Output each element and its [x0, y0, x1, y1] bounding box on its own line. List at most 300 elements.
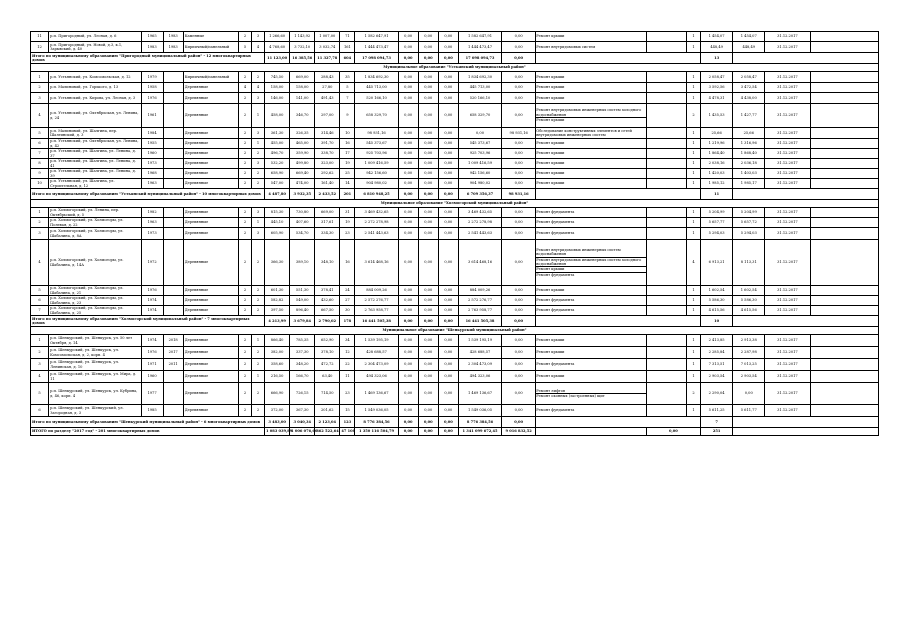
address-cell: р.п. Шенкурский, ул. Шенкурск, ул. 50 лет Октября, д. 14 — [49, 335, 141, 347]
works-count-cell: 1 — [686, 149, 700, 159]
residents-cell: 71 — [340, 32, 355, 42]
table-row — [31, 286, 879, 296]
work-item: Ремонт фундамента — [536, 210, 575, 215]
local-funds-cell: 0,00 — [438, 228, 458, 240]
local-funds-cell: 0,00 — [438, 149, 458, 159]
blank-cell — [646, 383, 686, 405]
year-built-cell: 1963 — [141, 218, 163, 228]
works-count-cell: 1 — [686, 139, 700, 149]
year-repair-cell: 2017 — [163, 347, 183, 359]
total-cost-cell: 3 469 432,65 — [355, 208, 398, 218]
year-built-cell: 1973 — [141, 228, 163, 240]
owner-funds-cell: 520 166,10 — [458, 93, 501, 104]
blank-cell — [646, 208, 686, 218]
total-a3-cell: 11 327,78 — [315, 53, 340, 64]
other-funds-cell: 0,00 — [502, 32, 536, 42]
total-a1-cell: 4 213,99 — [265, 316, 290, 327]
total-cost-cell: 925 703,96 — [355, 149, 398, 159]
deadline-cell: 31.12.2017 — [765, 72, 810, 83]
year-repair-cell — [163, 159, 183, 169]
total-a2-cell: 3 679,84 — [290, 316, 315, 327]
wall-material-cell: Деревянные — [183, 139, 238, 149]
federal-funds-cell: 0,00 — [398, 371, 418, 383]
other-funds-cell: 0,00 — [502, 347, 536, 359]
other-funds-cell: 0,00 — [502, 240, 536, 286]
total-area-cell: 658,90 — [265, 169, 290, 179]
max-unit-cost-cell: 1 427,77 — [733, 104, 765, 128]
unit-cost-cell: 1 454,07 — [701, 32, 733, 42]
living-area-cell: 326,35 — [290, 128, 315, 139]
works-count-cell: 1 — [686, 296, 700, 306]
table-row — [31, 240, 879, 286]
year-built-cell: 1979 — [141, 72, 163, 83]
federal-funds-cell: 0,00 — [398, 32, 418, 42]
regional-funds-cell: 0,00 — [418, 359, 438, 371]
works-count-cell: 1 — [686, 359, 700, 371]
wall-material-cell: Деревянные — [183, 240, 238, 286]
residents-cell: 35 — [340, 72, 355, 83]
total-works-count-cell: 7 — [701, 417, 733, 428]
section-total-row — [31, 417, 879, 428]
floors-cell: 2 — [238, 93, 251, 104]
other-funds-cell: 0,00 — [502, 208, 536, 218]
entrances-cell: 2 — [251, 405, 264, 417]
blank-cell — [810, 159, 878, 169]
blank-cell — [810, 32, 878, 42]
row-number-cell: 1 — [31, 208, 49, 218]
table-row — [31, 93, 879, 104]
other-funds-cell: 0,00 — [502, 306, 536, 316]
works-count-cell: 4 — [686, 240, 700, 286]
works-cell — [536, 405, 647, 417]
row-number-cell: 6 — [31, 405, 49, 417]
address-cell: р.п. Шенкурский, ул. Шенкурск, ул. Ленинская, д. 10 — [49, 359, 141, 371]
blank-cell — [646, 347, 686, 359]
unit-cost-cell: 5 611,25 — [701, 405, 733, 417]
other-funds-cell: 0,00 — [502, 93, 536, 104]
federal-funds-cell: 0,00 — [398, 179, 418, 189]
section-header-row — [31, 64, 879, 72]
entrances-cell: 2 — [251, 359, 264, 371]
max-unit-cost-cell: 4 615,56 — [733, 306, 765, 316]
total-a1-cell: 4 487,80 — [265, 189, 290, 200]
work-item: Ремонт крыши — [536, 85, 565, 90]
works-cell — [536, 104, 647, 128]
regional-funds-cell: 0,00 — [418, 383, 438, 405]
works-count-cell: 2 — [686, 383, 700, 405]
year-repair-cell — [163, 405, 183, 417]
owner-funds-cell: 3 469 432,65 — [458, 208, 501, 218]
owned-area-cell: 667,50 — [315, 306, 340, 316]
residents-cell: 19 — [340, 159, 355, 169]
grand-total-a2-cell: 1 006 076,60 — [290, 428, 315, 436]
deadline-cell: 31.12.2017 — [765, 159, 810, 169]
federal-funds-cell: 0,00 — [398, 72, 418, 83]
other-funds-cell: 98 931,16 — [502, 128, 536, 139]
work-item: Ремонт крыши — [536, 350, 565, 355]
total-cost-cell: 1 549 036,05 — [355, 405, 398, 417]
year-repair-cell — [163, 228, 183, 240]
wall-material-cell: Деревянные — [183, 93, 238, 104]
max-unit-cost-cell: 1 316,96 — [733, 139, 765, 149]
year-built-cell: 1977 — [141, 383, 163, 405]
wall-material-cell: Деревянные — [183, 149, 238, 159]
blank-cell — [646, 218, 686, 228]
total-cost-cell: 494 323,06 — [355, 371, 398, 383]
total-res-cell: 178 — [340, 316, 355, 327]
section-title: Муниципальное образование "Устьянский муниципальный район" — [31, 64, 879, 72]
works-count-cell: 1 — [686, 335, 700, 347]
works-cell — [536, 72, 647, 83]
work-item: Ремонт крыши — [536, 141, 565, 146]
address-cell: р.п. Холмогорский, ул. Холмогоры, ул. Шабалина, д. 23 — [49, 296, 141, 306]
local-funds-cell: 0,00 — [438, 208, 458, 218]
table-row — [31, 405, 879, 417]
work-item: Ремонт крыши — [536, 74, 565, 79]
blank-cell — [536, 428, 647, 436]
works-cell — [536, 228, 647, 240]
total-f3-cell: 0,00 — [438, 189, 458, 200]
unit-cost-cell: 1 420,03 — [701, 169, 733, 179]
deadline-cell: 31.12.2017 — [765, 104, 810, 128]
total-a2-cell: 3 932,35 — [290, 189, 315, 200]
total-f1-cell: 0,00 — [398, 53, 418, 64]
year-repair-cell: 1983 — [163, 42, 183, 53]
year-repair-cell — [163, 169, 183, 179]
total-u-cell: 0,00 — [502, 53, 536, 64]
total-cost-cell: 1 009 416,59 — [355, 159, 398, 169]
owner-funds-cell: 2 304 473,09 — [458, 359, 501, 371]
local-funds-cell: 0,00 — [438, 104, 458, 128]
owned-area-cell: 314,46 — [315, 128, 340, 139]
regional-funds-cell: 0,00 — [418, 371, 438, 383]
blank-cell — [733, 53, 879, 64]
living-area-cell: 407,60 — [290, 218, 315, 228]
total-works-count-cell: 10 — [701, 316, 733, 327]
work-item: Ремонт оконных (застроенных) щит — [535, 393, 647, 398]
federal-funds-cell: 0,00 — [398, 296, 418, 306]
wall-material-cell: Деревянные — [183, 179, 238, 189]
regional-funds-cell: 0,00 — [418, 347, 438, 359]
total-label: Итого по муниципальному образованию "Шенкурский муниципальный район" - 6 многоквартирных домов — [31, 417, 265, 428]
works-count-cell: 1 — [686, 159, 700, 169]
works-count-cell: 1 — [686, 371, 700, 383]
table-row — [31, 32, 879, 42]
work-item: Ремонт крыши — [536, 338, 565, 343]
table-row — [31, 306, 879, 316]
residents-cell: 7 — [340, 93, 355, 104]
total-f4-cell: 17 098 094,73 — [458, 53, 501, 64]
residents-cell: 5 — [340, 83, 355, 93]
year-built-cell: 1972 — [141, 240, 163, 286]
owned-area-cell: 472,72 — [315, 359, 340, 371]
work-item: Ремонт внутридомовых инженерных систем холодного водоснабжения — [535, 257, 647, 267]
section-header-row — [31, 200, 879, 208]
residents-cell: 31 — [340, 208, 355, 218]
total-a3-cell: 2 433,52 — [315, 189, 340, 200]
floors-cell: 2 — [238, 383, 251, 405]
owned-area-cell: 1 007,00 — [315, 32, 340, 42]
owned-area-cell: 432,60 — [315, 296, 340, 306]
blank-cell — [810, 240, 878, 286]
local-funds-cell: 0,00 — [438, 359, 458, 371]
regional-funds-cell: 0,00 — [418, 83, 438, 93]
total-f1-cell: 0,00 — [398, 189, 418, 200]
living-area-cell: 141,00 — [290, 93, 315, 104]
total-f2-cell: 0,00 — [418, 189, 438, 200]
address-cell: р.п. Устьянский, ул. Шалгина, ул. Строительная, д. 12 — [49, 179, 141, 189]
grand-total-label: ИТОГО по разделу "2017 год" - 201 многоквартирных домов — [31, 428, 265, 436]
other-funds-cell: 0,00 — [502, 169, 536, 179]
entrances-cell: 4 — [251, 83, 264, 93]
regional-funds-cell: 0,00 — [418, 72, 438, 83]
address-cell: р.п. Пригородный, ул. Лесная, д. 6 — [49, 32, 141, 42]
year-repair-cell — [163, 208, 183, 218]
owner-funds-cell: 445 713,00 — [458, 83, 501, 93]
wall-material-cell: Деревянные — [183, 159, 238, 169]
address-cell: р.п. Холмогорский, ул. Холмогоры, ул. Шабалина, д. 8А — [49, 228, 141, 240]
blank-cell — [646, 296, 686, 306]
residents-cell: 17 — [340, 149, 355, 159]
residents-cell: 12 — [340, 347, 355, 359]
address-cell: р.п. Устьянский, ул. Шалгина, ул. Ленина, д. 41 — [49, 159, 141, 169]
local-funds-cell: 0,00 — [438, 306, 458, 316]
max-unit-cost-cell: 448,49 — [733, 42, 765, 53]
total-area-cell: 397,50 — [265, 306, 290, 316]
address-cell: р.п. Устьянский, ул. Октябрьская, ул. Ленина, д. 24 — [49, 104, 141, 128]
living-area-cell: 551,30 — [290, 286, 315, 296]
row-number-cell: 4 — [31, 371, 49, 383]
address-cell: р.п. Шенкурский, ул. Шенкурск, ул. Комсомольская, д. 2, корп. 4 — [49, 347, 141, 359]
works-count-cell: 2 — [686, 104, 700, 128]
local-funds-cell: 0,00 — [438, 240, 458, 286]
blank-cell — [810, 371, 878, 383]
row-number-cell: 2 — [31, 83, 49, 93]
floors-cell: 2 — [238, 139, 251, 149]
table-row — [31, 371, 879, 383]
works-count-cell: 1 — [686, 32, 700, 42]
year-repair-cell — [163, 371, 183, 383]
regional-funds-cell: 0,00 — [418, 149, 438, 159]
total-area-cell: 358,60 — [265, 359, 290, 371]
local-funds-cell: 0,00 — [438, 32, 458, 42]
wall-material-cell: Деревянные — [183, 208, 238, 218]
address-cell: р.п. Устьянский, ул. Комсомольская, д. 12 — [49, 72, 141, 83]
total-f4-cell: 6 709 356,37 — [458, 189, 501, 200]
owner-funds-cell: 428 688,57 — [458, 347, 501, 359]
total-area-cell: 455,00 — [265, 139, 290, 149]
floors-cell: 2 — [238, 335, 251, 347]
deadline-cell: 31.12.2017 — [765, 169, 810, 179]
blank-cell — [646, 335, 686, 347]
year-repair-cell — [163, 128, 183, 139]
total-cost-cell: 6 810 948,25 — [355, 189, 398, 200]
total-area-cell: 4 768,60 — [265, 42, 290, 53]
local-funds-cell: 0,00 — [438, 286, 458, 296]
owned-area-cell: 669,00 — [315, 208, 340, 218]
year-repair-cell — [163, 83, 183, 93]
floors-cell: 2 — [238, 240, 251, 286]
federal-funds-cell: 0,00 — [398, 306, 418, 316]
grand-total-f1-cell: 0,00 — [398, 428, 418, 436]
section-total-row — [31, 316, 879, 327]
wall-material-cell: Деревянные — [183, 128, 238, 139]
blank-cell — [646, 159, 686, 169]
living-area-cell: 359,90 — [290, 149, 315, 159]
total-cost-cell: 884 009,26 — [355, 286, 398, 296]
total-cost-cell: 545 373,67 — [355, 139, 398, 149]
total-cost-cell: 428 688,57 — [355, 347, 398, 359]
owned-area-cell: 3 032,74 — [315, 42, 340, 53]
total-res-cell: 123 — [340, 417, 355, 428]
owner-funds-cell: 904 980,02 — [458, 179, 501, 189]
grand-total-f4-cell: 1 341 099 672,45 — [458, 428, 501, 436]
table-row — [31, 208, 879, 218]
residents-cell: 22 — [340, 359, 355, 371]
floors-cell: 2 — [238, 306, 251, 316]
table-row — [31, 149, 879, 159]
wall-material-cell: Кирпичный/панельный — [183, 72, 238, 83]
unit-cost-cell: 5 586,30 — [701, 296, 733, 306]
grand-total-works-count-cell: 251 — [701, 428, 733, 436]
works-count-cell: 1 — [686, 218, 700, 228]
other-funds-cell: 0,00 — [502, 149, 536, 159]
blank-cell — [646, 72, 686, 83]
blank-cell — [810, 42, 878, 53]
year-built-cell: 1960 — [141, 371, 163, 383]
floors-cell: 2 — [238, 149, 251, 159]
floors-cell: 2 — [238, 32, 251, 42]
works-count-cell: 1 — [686, 128, 700, 139]
table-row — [31, 169, 879, 179]
federal-funds-cell: 0,00 — [398, 128, 418, 139]
table-row — [31, 72, 879, 83]
year-repair-cell — [163, 72, 183, 83]
year-built-cell: 1958 — [141, 83, 163, 93]
works-cell — [536, 306, 647, 316]
table-row — [31, 128, 879, 139]
floors-cell: 4 — [238, 83, 251, 93]
federal-funds-cell: 0,00 — [398, 139, 418, 149]
entrances-cell: 3 — [251, 159, 264, 169]
owner-funds-cell: 1 009 416,59 — [458, 159, 501, 169]
year-built-cell: 1976 — [141, 93, 163, 104]
owner-funds-cell: 2 763 958,77 — [458, 306, 501, 316]
owned-area-cell: 317,61 — [315, 218, 340, 228]
work-item: Ремонт крыши — [536, 374, 565, 379]
total-res-cell: 604 — [340, 53, 355, 64]
blank-cell — [646, 32, 686, 42]
living-area-cell: 465,00 — [290, 139, 315, 149]
works-cell — [536, 383, 647, 405]
works-cell — [536, 128, 647, 139]
living-area-cell: 534,70 — [290, 228, 315, 240]
entrances-cell: 2 — [251, 383, 264, 405]
max-unit-cost-cell: 1 454,07 — [733, 32, 765, 42]
year-built-cell: 1963 — [141, 179, 163, 189]
year-repair-cell — [163, 93, 183, 104]
works-count-cell: 1 — [686, 42, 700, 53]
total-label: Итого по муниципальному образованию "Устьянский муниципальный район" - 10 многоквартирных домов — [31, 189, 265, 200]
total-cost-cell: 2 304 473,09 — [355, 359, 398, 371]
year-repair-cell — [163, 286, 183, 296]
max-unit-cost-cell: 8 113,31 — [733, 240, 765, 286]
total-area-cell: 146,00 — [265, 93, 290, 104]
entrances-cell: 2 — [251, 306, 264, 316]
year-repair-cell: 2018 — [163, 335, 183, 347]
blank-cell — [646, 93, 686, 104]
address-cell: р.п. Холмогорский, ул. Холмогоры, ул. Шабалина, д. 21 — [49, 286, 141, 296]
row-number-cell: 6 — [31, 139, 49, 149]
floors-cell: 2 — [238, 72, 251, 83]
works-cell — [536, 359, 647, 371]
total-cost-cell: 2 541 443,63 — [355, 228, 398, 240]
unit-cost-cell: 2 903,54 — [701, 371, 733, 383]
work-item: Ремонт крыши — [535, 266, 647, 271]
entrances-cell: 2 — [251, 149, 264, 159]
blank-cell — [810, 83, 878, 93]
deadline-cell: 31.12.2017 — [765, 286, 810, 296]
year-repair-cell — [163, 240, 183, 286]
floors-cell: 5 — [238, 42, 251, 53]
owner-funds-cell: 3 614 468,16 — [458, 240, 501, 286]
address-cell: р.п. Устьянский, ул. Шалгина, ул. Ленина, д. 37 — [49, 149, 141, 159]
unit-cost-cell: 1 602,54 — [701, 286, 733, 296]
works-cell — [536, 179, 647, 189]
year-repair-cell — [163, 149, 183, 159]
blank-cell — [810, 335, 878, 347]
blank-cell — [646, 405, 686, 417]
works-cell — [536, 208, 647, 218]
deadline-cell: 31.12.2017 — [765, 93, 810, 104]
total-u-cell: 0,00 — [502, 316, 536, 327]
max-unit-cost-cell: 4 438,00 — [733, 93, 765, 104]
owner-funds-cell: 1 469 136,67 — [458, 383, 501, 405]
owned-area-cell: 297,00 — [315, 104, 340, 128]
total-cost-cell: 3 614 468,16 — [355, 240, 398, 286]
deadline-cell: 31.12.2017 — [765, 371, 810, 383]
year-built-cell: 1961 — [141, 104, 163, 128]
blank-cell — [536, 417, 701, 428]
other-funds-cell: 0,00 — [502, 179, 536, 189]
year-built-cell: 1973 — [141, 159, 163, 169]
unit-cost-cell: 5 204,99 — [701, 208, 733, 218]
row-number-cell: 11 — [31, 32, 49, 42]
grand-total-f3-cell: 0,00 — [438, 428, 458, 436]
year-built-cell: 1955 — [141, 139, 163, 149]
deadline-cell: 31.12.2017 — [765, 296, 810, 306]
regional-funds-cell: 0,00 — [418, 42, 438, 53]
table-row — [31, 218, 879, 228]
entrances-cell: 3 — [251, 128, 264, 139]
works-cell — [536, 240, 647, 286]
total-area-cell: 532,20 — [265, 159, 290, 169]
blank-cell — [810, 179, 878, 189]
entrances-cell: 1 — [251, 335, 264, 347]
blank-cell — [733, 417, 879, 428]
max-unit-cost-cell: 1 868,40 — [733, 149, 765, 159]
address-cell: р.п. Холмогорский, ул. Ленина, пер. Октябрьский, д. 5 — [49, 208, 141, 218]
total-cost-cell: 8 776 384,56 — [355, 417, 398, 428]
wall-material-cell: Деревянные — [183, 383, 238, 405]
regional-funds-cell: 0,00 — [418, 218, 438, 228]
work-item: Ремонт крыши — [536, 161, 565, 166]
deadline-cell: 31.12.2017 — [765, 32, 810, 42]
residents-cell: 9 — [340, 104, 355, 128]
total-area-cell: 216,50 — [265, 371, 290, 383]
works-cell — [536, 218, 647, 228]
deadline-cell: 31.12.2017 — [765, 128, 810, 139]
